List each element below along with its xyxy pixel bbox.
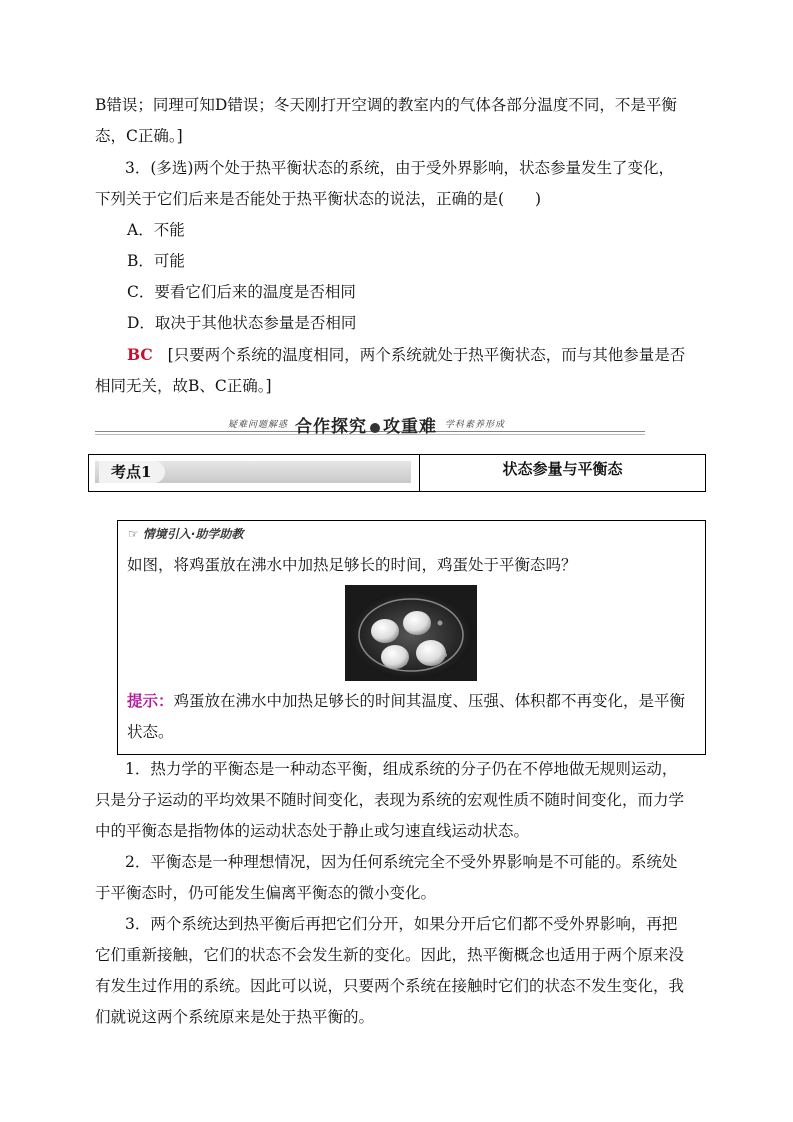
kaodian-tag-bar [95,461,411,483]
banner-separator-icon [370,423,380,433]
point1-line1: 1．热力学的平衡态是一种动态平衡，组成系统的分子仍在不停地做无规则运动， [125,760,678,778]
q3-stem-line2: 下列关于它们后来是否能处于热平衡状态的说法，正确的是( ) [95,190,542,208]
boiling-eggs-photo [345,585,477,681]
kaodian-table [88,454,706,492]
q3-explain-line1 [127,345,685,365]
banner-main-text [295,412,437,437]
point3-line4: 们就说这两个系统原来是处于热平衡的。 [95,1008,375,1026]
point2-line2: 于平衡态时，仍可能发生偏离平衡态的微小变化。 [95,884,437,902]
q3-explain-text: [只要两个系统的温度相同，两个系统就处于热平衡状态，而与其他参量是否 [167,346,686,364]
context-hint-line2: 状态。 [127,723,174,741]
point3-line1: 3．两个系统达到热平衡后再把它们分开，如果分开后它们都不受外界影响，再把 [125,915,678,933]
prev-text-line2: 态，C正确。] [95,127,183,145]
q3-answer: BC [127,345,153,364]
q3-stem-line1: 3．(多选)两个处于热平衡状态的系统，由于受外界影响，状态参量发生了变化， [125,159,674,177]
context-question: 如图，将鸡蛋放在沸水中加热足够长的时间，鸡蛋处于平衡态吗？ [127,556,577,574]
point3-line2: 它们重新接触，它们的状态不会发生新的变化。因此，热平衡概念也适用于两个原来没 [95,946,685,964]
q3-option-c: C．要看它们后来的温度是否相同 [127,283,356,301]
context-hint-line1 [127,691,685,711]
banner-left-text: 疑难问题解惑 [228,420,289,430]
hand-pointer-icon: ☞ [128,527,139,541]
point3-line3: 有发生过作用的系统。因此可以说，只要两个系统在接触时它们的状态不发生变化，我 [95,977,685,995]
q3-explain-line2: 相同无关，故B、C正确。] [95,377,272,395]
q3-option-d: D．取决于其他状态参量是否相同 [127,314,357,332]
context-label-text: 情境引入·助学助教 [142,527,244,541]
hint-text: 鸡蛋放在沸水中加热足够长的时间其温度、压强、体积都不再变化，是平衡 [173,692,686,710]
q3-option-b: B．可能 [127,252,185,270]
section-banner [95,410,645,436]
banner-right-text: 学科素养形成 [445,420,506,430]
kaodian-label: 考点1 [99,461,165,483]
kaodian-title: 状态参量与平衡态 [502,460,623,478]
point1-line3: 中的平衡态是指物体的运动状态处于静止或匀速直线运动状态。 [95,822,530,840]
point2-line1: 2．平衡态是一种理想情况，因为任何系统完全不受外界影响是不可能的。系统处 [125,853,678,871]
hint-label: 提示： [127,691,174,710]
banner-main-part2: 攻重难 [383,417,437,437]
q3-option-a: A．不能 [127,221,185,239]
point1-line2: 只是分子运动的平均效果不随时间变化，表现为系统的宏观性质不随时间变化，而力学 [95,791,685,809]
context-label [128,525,243,542]
banner-main-part1: 合作探究 [295,417,367,437]
prev-text-line1: B错误；同理可知D错误；冬天刚打开空调的教室内的气体各部分温度不同，不是平衡 [95,96,677,114]
